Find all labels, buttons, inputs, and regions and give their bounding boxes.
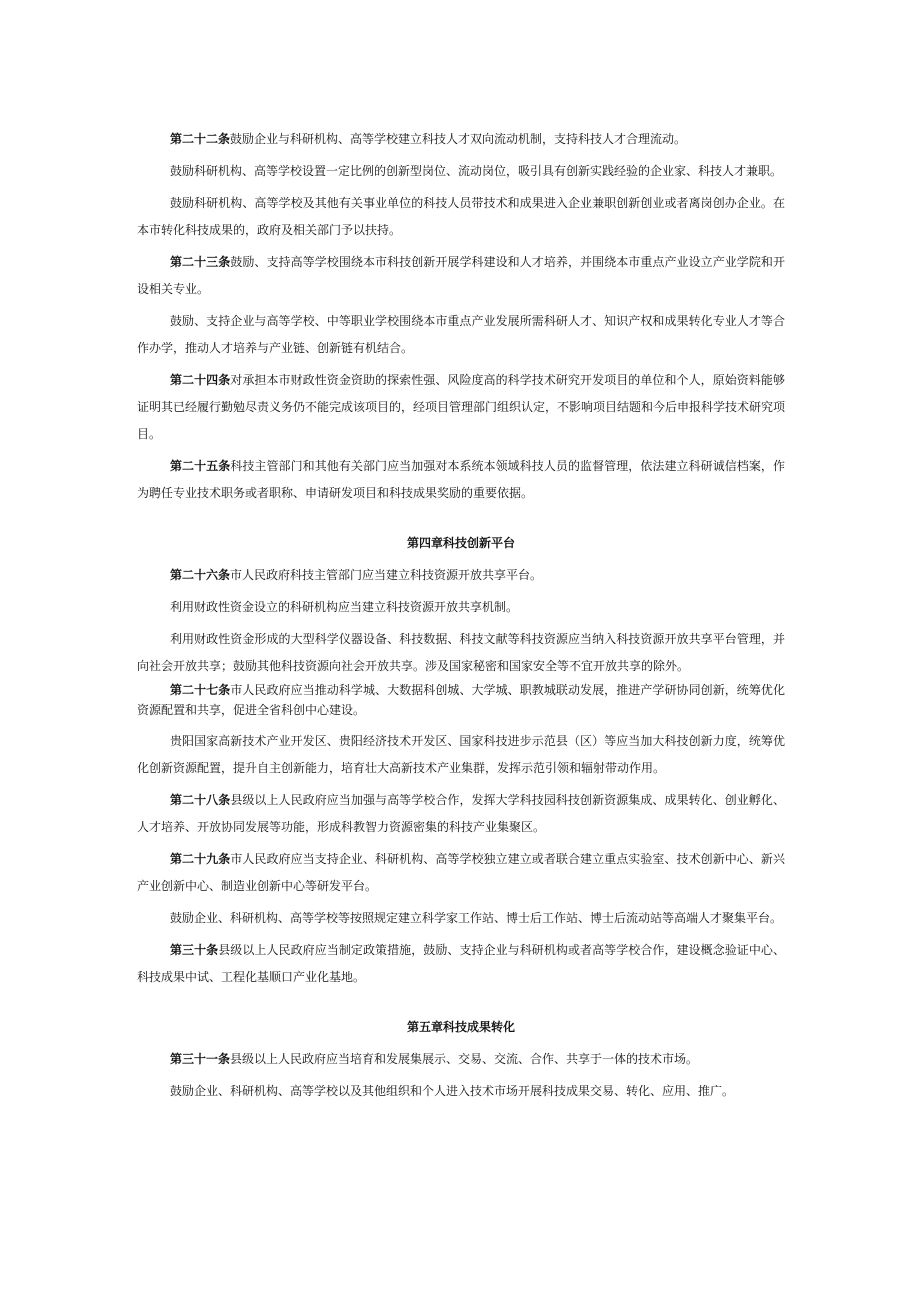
article-number: 第二十六条: [170, 568, 231, 582]
article-number: 第二十八条: [170, 793, 231, 807]
article-23: [137, 249, 785, 303]
paragraph: 贵阳国家高新技术产业开发区、贵阳经济技术开发区、国家科技进步示范县（区）等应当加大科技创新力度，统筹优化创新资源配置，提升自主创新能力，培育壮大高新技术产业集群，发挥示范引领和辐射带动作用。: [137, 734, 785, 775]
article-number: 第三十条: [170, 943, 219, 957]
article-text: 市人民政府应当推动科学城、大数据科创城、大学城、职教城联动发展，推进产学研协同创新，统筹优化资源配置和共享，促进全省科创中心建设。: [137, 683, 785, 717]
paragraph: 鼓励、支持企业与高等学校、中等职业学校围绕本市重点产业发展所需科研人才、知识产权和成果转化专业人才等合作办学，推动人才培养与产业链、创新链有机结合。: [137, 314, 785, 355]
article-text: 科技主管部门和其他有关部门应当加强对本系统本领域科技人员的监督管理，依法建立科研诚信档案，作为聘任专业技术职务或者职称、申请研发项目和科技成果奖励的重要依据。: [137, 459, 785, 500]
article-text: 市人民政府科技主管部门应当建立科技资源开放共享平台。: [230, 568, 543, 582]
article-number: 第二十三条: [170, 255, 231, 269]
chapter-heading: 第四章科技创新平台: [406, 536, 515, 550]
article-number: 第二十四条: [170, 373, 231, 387]
document-page: [137, 126, 785, 1105]
article-28: [137, 787, 785, 841]
article-text: 市人民政府应当支持企业、科研机构、高等学校独立建立或者联合建立重点实验室、技术创新中心、新兴产业创新中心、制造业创新中心等研发平台。: [137, 852, 785, 893]
paragraph: 鼓励企业、科研机构、高等学校等按照规定建立科学家工作站、博士后工作站、博士后流动站等高端人才聚集平台。: [170, 911, 783, 925]
article-number: 第二十二条: [170, 132, 231, 146]
article-30: [137, 937, 785, 991]
article-22: [137, 126, 785, 153]
article-25: [137, 453, 785, 507]
article-number: 第二十五条: [170, 459, 231, 473]
paragraph: 鼓励科研机构、高等学校设置一定比例的创新型岗位、流动岗位，吸引具有创新实践经验的企业家、科技人才兼职。: [170, 164, 783, 178]
article-text: 对承担本市财政性资金资助的探索性强、风险度高的科学技术研究开发项目的单位和个人，原始资料能够证明其已经履行勤勉尽责义务仍不能完成该项目的，经项目管理部门组织认定，不影响项目结题和今后申报科学技术研究项目。: [137, 373, 786, 441]
paragraph: 鼓励科研机构、高等学校及其他有关事业单位的科技人员带技术和成果进入企业兼职创新创业或者离岗创办企业。在本市转化科技成果的，政府及相关部门予以扶持。: [137, 196, 785, 237]
article-text: 鼓励、支持高等学校围绕本市科技创新开展学科建设和人才培养，并围绕本市重点产业设立产业学院和开设相关专业。: [137, 255, 785, 296]
article-number: 第三十一条: [170, 1052, 231, 1066]
paragraph: 利用财政性资金形成的大型科学仪器设备、科技数据、科技文献等科技资源应当纳入科技资源开放共享平台管理，并向社会开放共享；鼓励其他科技资源向社会开放共享。涉及国家秘密和国家安全等不宜开放共享的除外。: [137, 632, 785, 673]
article-number: 第二十九条: [170, 852, 231, 866]
chapter-heading: 第五章科技成果转化: [406, 1020, 515, 1034]
article-31: [137, 1046, 785, 1073]
article-text: 县级以上人民政府应当培育和发展集展示、交易、交流、合作、共享于一体的技术市场。: [230, 1052, 699, 1066]
article-26: [137, 562, 785, 589]
article-text: 县级以上人民政府应当制定政策措施，鼓励、支持企业与科研机构或者高等学校合作，建设概念验证中心、科技成果中试、工程化基顺口产业化基地。: [137, 943, 785, 984]
article-27: [137, 680, 785, 720]
article-29: [137, 846, 785, 900]
article-text: 鼓励企业与科研机构、高等学校建立科技人才双向流动机制，支持科技人才合理流动。: [230, 132, 687, 146]
paragraph: 鼓励企业、科研机构、高等学校以及其他组织和个人进入技术市场开展科技成果交易、转化、应用、推广。: [170, 1084, 735, 1098]
article-text: 县级以上人民政府应当加强与高等学校合作，发挥大学科技园科技创新资源集成、成果转化、创业孵化、人才培养、开放协同发展等功能，形成科教智力资源密集的科技产业集聚区。: [137, 793, 785, 834]
article-24: [137, 367, 785, 448]
paragraph: 利用财政性资金设立的科研机构应当建立科技资源开放共享机制。: [170, 600, 519, 614]
article-number: 第二十七条: [170, 683, 231, 697]
